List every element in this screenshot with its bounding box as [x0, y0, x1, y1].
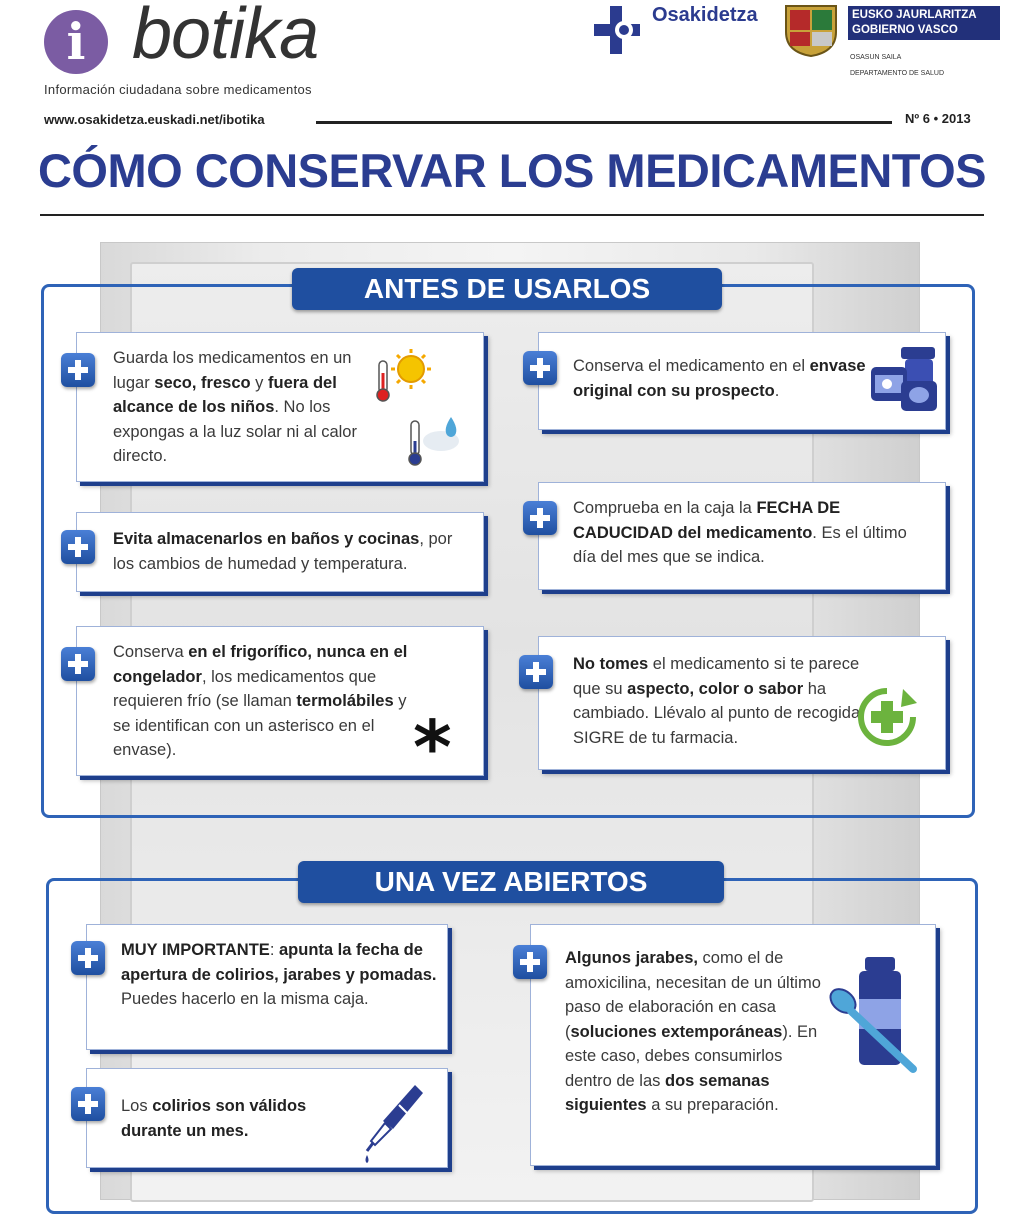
thermometer-sun-icon: [373, 347, 433, 405]
tip-card-dry-cool-place: [76, 332, 484, 482]
eye-dropper-icon: [359, 1079, 429, 1163]
tip-text: Conserva el medicamento en el envase original con su prospecto.: [573, 357, 866, 400]
medicine-containers-icon: [867, 343, 941, 415]
tip-text: Conserva en el frigorífico, nunca en el congelador, los medicamentos que requieren frío (se llaman termolábiles y se identifican con un asterisco en el envase).: [113, 643, 408, 759]
plus-bullet-icon: [523, 351, 557, 385]
tip-card-syrups: [530, 924, 936, 1166]
tip-text: MUY IMPORTANTE: apunta la fecha de apertura de colirios, jarabes y pomadas. Puedes hacerlo en la misma caja.: [121, 941, 437, 1008]
tip-text: Los colirios son válidos durante un mes.: [121, 1097, 307, 1140]
page-title: CÓMO CONSERVAR LOS MEDICAMENTOS: [37, 144, 987, 197]
tip-text: Evita almacenarlos en baños y cocinas, por los cambios de humedad y temperatura.: [113, 530, 453, 573]
brand-name: botika: [132, 0, 319, 74]
tip-text: No tomes el medicamento si te parece que su aspecto, color o sabor ha cambiado. Llévalo al punto de recogida SIGRE de tu farmacia.: [573, 655, 861, 747]
plus-bullet-icon: [71, 1087, 105, 1121]
tip-card-expiry-date: [538, 482, 946, 590]
plus-bullet-icon: [513, 945, 547, 979]
website-link[interactable]: www.osakidetza.euskadi.net/ibotika: [44, 112, 265, 127]
thermometer-rain-icon: [407, 413, 467, 469]
government-label: [848, 6, 1000, 40]
basque-shield-icon: [782, 2, 840, 58]
info-logo-icon: i: [44, 10, 108, 74]
tip-text: Comprueba en la caja la FECHA DE CADUCIDAD del medicamento. Es el último día del mes que se indica.: [573, 499, 907, 566]
plus-bullet-icon: [61, 530, 95, 564]
department-line-2: DEPARTAMENTO DE SALUD: [850, 70, 945, 77]
tip-card-original-package: [538, 332, 946, 430]
tip-text: Guarda los medicamentos en un lugar seco, fresco y fuera del alcance de los niños. No los expongas a la luz solar ni al calor directo.: [113, 349, 357, 465]
header-divider: [316, 121, 892, 124]
plus-bullet-icon: [61, 647, 95, 681]
title-divider: [40, 214, 984, 216]
government-line-1: EUSKO JAURLARITZA: [852, 9, 977, 21]
tip-card-avoid-bathroom: [76, 512, 484, 592]
government-line-2: GOBIERNO VASCO: [852, 24, 958, 36]
plus-bullet-icon: [61, 353, 95, 387]
tagline: Información ciudadana sobre medicamentos: [44, 82, 312, 97]
asterisk-icon: *: [413, 705, 452, 791]
plus-bullet-icon: [71, 941, 105, 975]
osakidetza-logo-icon: [592, 4, 642, 56]
syrup-bottle-spoon-icon: [825, 955, 919, 1073]
plus-bullet-icon: [519, 655, 553, 689]
recycle-cross-icon: [855, 685, 919, 749]
section-heading-abiertos: UNA VEZ ABIERTOS: [298, 861, 724, 903]
issue-number: Nº 6 • 2013: [905, 111, 971, 126]
plus-bullet-icon: [523, 501, 557, 535]
department-line-1: OSASUN SAILA: [850, 54, 902, 61]
osakidetza-name: Osakidetza: [652, 4, 758, 26]
tip-card-eye-drops: [86, 1068, 448, 1168]
tip-card-opening-date: [86, 924, 448, 1050]
tip-card-sigre: [538, 636, 946, 770]
tip-card-fridge: [76, 626, 484, 791]
section-heading-antes: ANTES DE USARLOS: [292, 268, 722, 310]
tip-text: Algunos jarabes, como el de amoxicilina, necesitan de un último paso de elaboración en casa (soluciones extemporáneas). En este caso, debes consumirlos dentro de las dos semanas siguientes a su preparación.: [565, 949, 821, 1114]
